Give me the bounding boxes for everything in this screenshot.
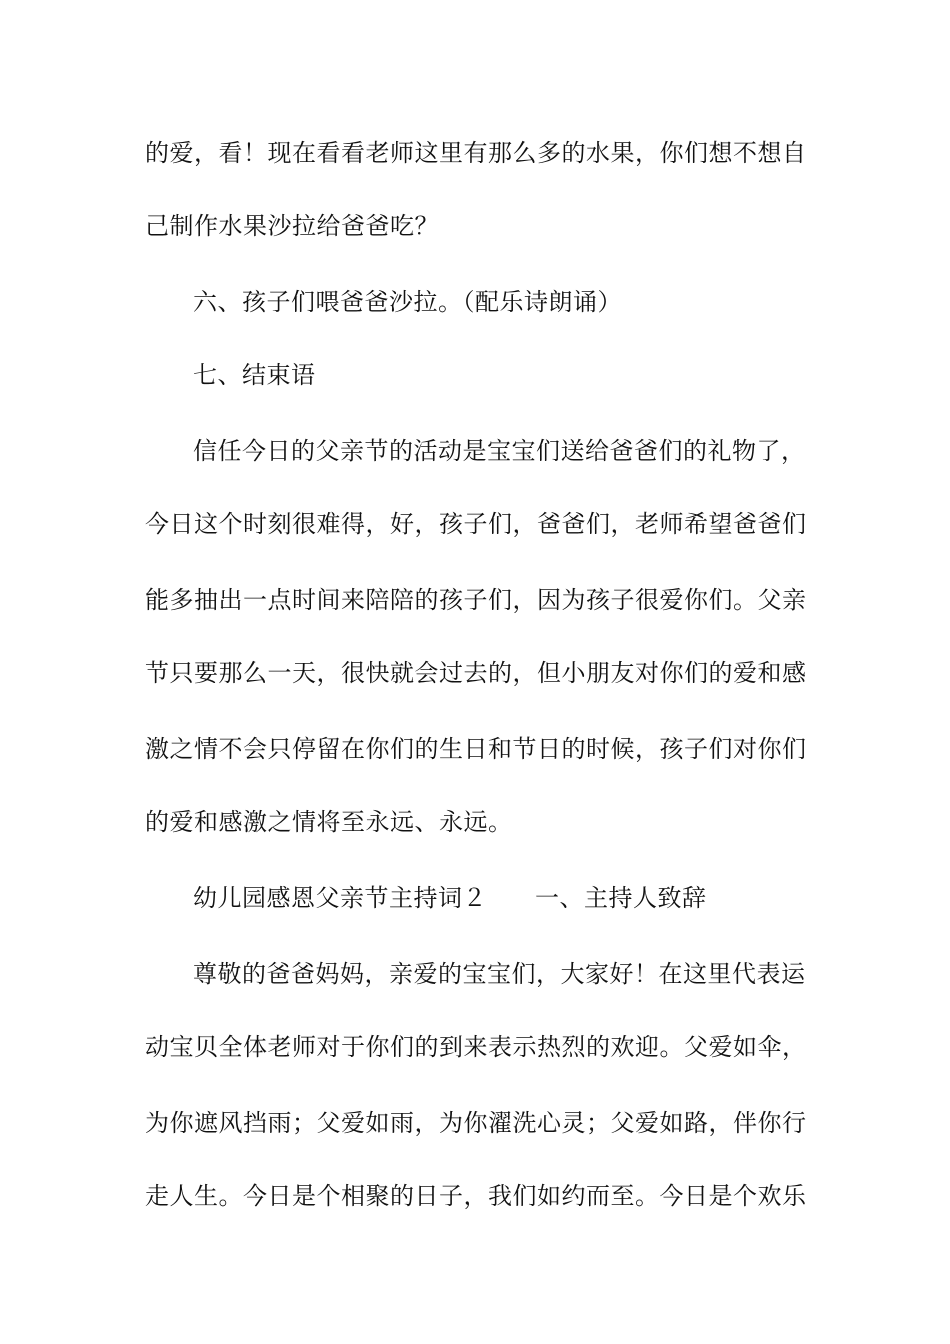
paragraph-line: 的爱，看！现在看看老师这里有那么多的水果，你们想不想自 <box>145 139 807 167</box>
paragraph-line: 今日这个时刻很难得，好，孩子们，爸爸们，老师希望爸爸们 <box>145 510 807 538</box>
paragraph-line: 为你遮风挡雨；父爱如雨，为你濯洗心灵；父爱如路，伴你行 <box>145 1109 807 1137</box>
paragraph-line: 信任今日的父亲节的活动是宝宝们送给爸爸们的礼物了， <box>193 437 806 465</box>
section-title-line <box>193 882 858 914</box>
paragraph-line: 节只要那么一天，很快就会过去的，但小朋友对你们的爱和感 <box>145 659 807 687</box>
paragraph-line: 尊敬的爸爸妈妈，亲爱的宝宝们，大家好！在这里代表运 <box>193 960 806 988</box>
paragraph-line: 动宝贝全体老师对于你们的到来表示热烈的欢迎。父爱如伞， <box>145 1033 807 1061</box>
paragraph-line: 的爱和感激之情将至永远、永远。 <box>145 808 513 836</box>
section-heading-seven: 七、结束语 <box>193 361 316 389</box>
paragraph-line: 激之情不会只停留在你们的生日和节日的时候，孩子们对你们 <box>145 735 807 763</box>
paragraph-line: 己制作水果沙拉给爸爸吃？ <box>145 212 439 240</box>
section-subtitle: 一、主持人致辞 <box>535 884 707 912</box>
section-title: 幼儿园感恩父亲节主持词２ <box>193 884 487 912</box>
paragraph-line: 能多抽出一点时间来陪陪的孩子们，因为孩子很爱你们。父亲 <box>145 586 807 614</box>
paragraph-line: 走人生。今日是个相聚的日子，我们如约而至。今日是个欢乐 <box>145 1182 807 1210</box>
section-heading-six: 六、孩子们喂爸爸沙拉。（配乐诗朗诵） <box>193 288 622 316</box>
